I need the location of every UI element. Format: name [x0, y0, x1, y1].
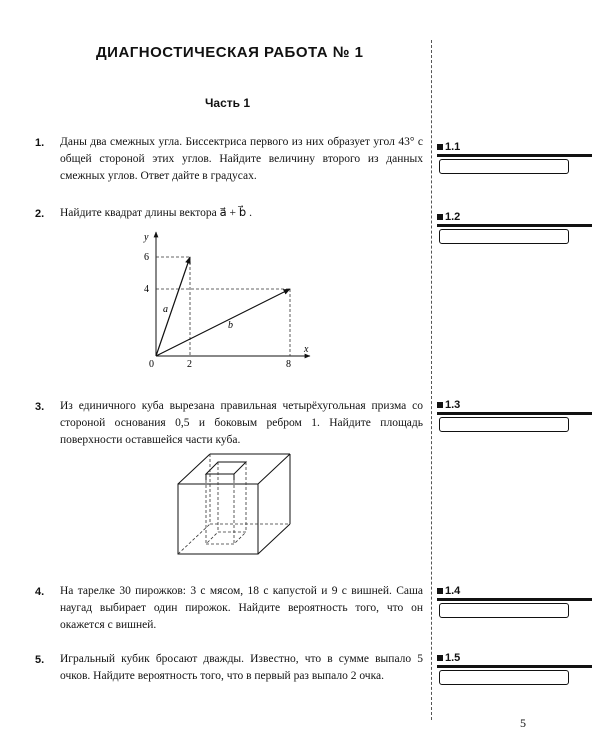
answer-label: 1.2 [445, 211, 461, 223]
cut-line [431, 40, 432, 720]
vector-graph [138, 228, 318, 368]
task-text: На тарелке 30 пирожков: 3 с мясом, 18 с капустой и 9 с вишней. Саша наугад выбирает один пирожок. Найдите вероятность того, что он окажется с вишней. [60, 585, 423, 631]
answer-label: 1.4 [445, 585, 461, 597]
answer-1-3 [437, 399, 592, 432]
tick-y-4: 4 [144, 284, 149, 295]
answer-1-4 [437, 585, 592, 618]
tick-x-8: 8 [286, 359, 291, 368]
task-number: 2. [35, 208, 45, 220]
task-text: Даны два смежных угла. Биссектриса первого из них образует угол 43° с общей стороной этих углов. Найдите величину второго из данных смежных углов. Ответ дайте в градусах. [60, 136, 423, 182]
cube-figure [170, 450, 300, 560]
tick-x-2: 2 [187, 359, 192, 368]
task-number: 5. [35, 654, 45, 666]
vector-a-label: a [163, 304, 168, 315]
vector-b-label: b [228, 320, 233, 331]
answer-1-2 [437, 211, 592, 244]
task-text: Игральный кубик бросают дважды. Известно, что в сумме выпало 5 очков. Найдите вероятность того, что в первый раз выпало 2 очка. [60, 653, 423, 682]
origin-label: 0 [149, 359, 154, 368]
task-text: Из единичного куба вырезана правильная четырёхугольная призма со стороной основания 0,5 и боковым ребром 1. Найдите площадь поверхности оставшейся части куба. [60, 400, 423, 446]
page-number: 5 [520, 716, 526, 730]
answer-1-5 [437, 652, 592, 685]
answer-input[interactable] [439, 417, 569, 432]
answer-label: 1.1 [445, 141, 461, 153]
answer-input[interactable] [439, 670, 569, 685]
task-number: 1. [35, 137, 45, 149]
answer-input[interactable] [439, 603, 569, 618]
y-axis-label: y [144, 232, 149, 243]
answer-1-1 [437, 141, 592, 174]
page-title: ДИАГНОСТИЧЕСКАЯ РАБОТА № 1 [96, 44, 364, 61]
x-axis-label: x [304, 344, 309, 355]
task-number: 4. [35, 586, 45, 598]
answer-input[interactable] [439, 229, 569, 244]
answer-label: 1.3 [445, 399, 461, 411]
task-text: Найдите квадрат длины вектора a⃗ + b⃗ . [60, 207, 252, 219]
answer-label: 1.5 [445, 652, 461, 664]
part-title: Часть 1 [205, 96, 251, 110]
answer-input[interactable] [439, 159, 569, 174]
task-number: 3. [35, 401, 45, 413]
tick-y-6: 6 [144, 252, 149, 263]
